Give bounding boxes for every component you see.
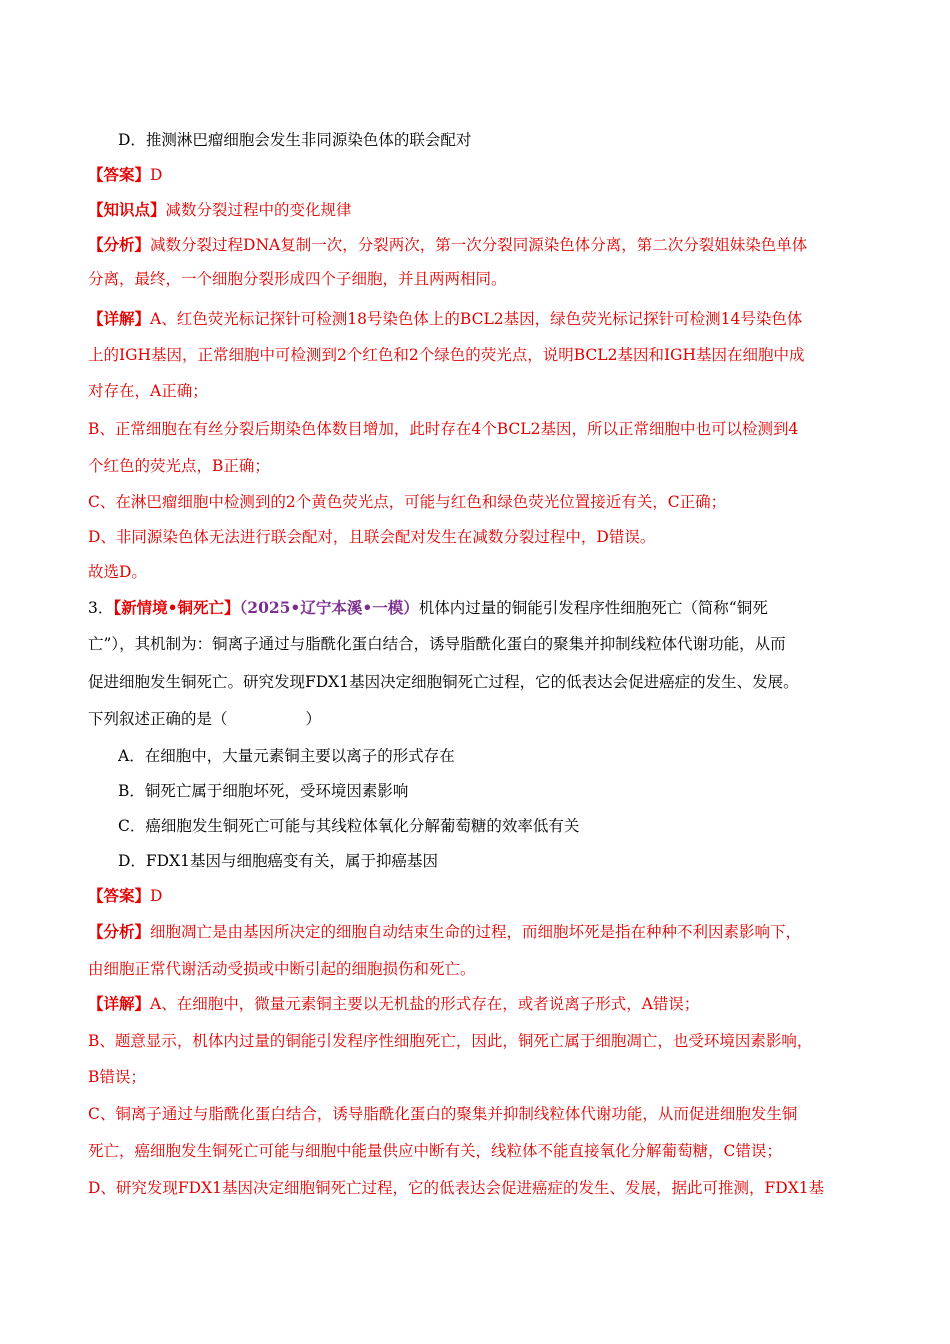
q3-option-c: C．癌细胞发生铜死亡可能与其线粒体氧化分解葡萄糖的效率低有关: [118, 817, 580, 835]
q3-question-prefix: 下列叙述正确的是（: [88, 710, 228, 728]
prev-detail-line-5: 个红色的荧光点，B正确；: [88, 457, 270, 475]
q3-stem-line-2: 亡”），其机制为：铜离子通过与脂酰化蛋白结合，诱导脂酰化蛋白的聚集并抑制线粒体代谢功能，从而: [88, 635, 786, 653]
q3-detail-line-1: [88, 993, 868, 1015]
analysis-text: 细胞凋亡是由基因所决定的细胞自动结束生命的过程，而细胞坏死是指在种种不利因素影响下，: [150, 923, 802, 941]
q3-analysis-line-2: 由细胞正常代谢活动受损或中断引起的细胞损伤和死亡。: [88, 960, 476, 978]
detail-text: A、红色荧光标记探针可检测18号染色体上的BCL2基因，绿色荧光标记探针可检测14号染色体: [150, 310, 803, 328]
prev-analysis-line-2: 分离，最终，一个细胞分裂形成四个子细胞，并且两两相同。: [88, 270, 507, 288]
q3-answer: [88, 885, 868, 907]
q3-detail-line-2: B、题意显示，机体内过量的铜能引发程序性细胞死亡，因此，铜死亡属于细胞凋亡，也受环境因素影响，: [88, 1032, 813, 1050]
q3-number: 3．: [88, 599, 114, 617]
prev-detail-line-3: 对存在，A正确；: [88, 382, 208, 400]
analysis-text: 减数分裂过程DNA复制一次，分裂两次，第一次分裂同源染色体分离，第二次分裂姐妹染色单体: [150, 236, 808, 254]
prev-knowledge: [88, 199, 868, 221]
answer-tag: 【答案】: [88, 165, 151, 184]
prev-detail-line-6: C、在淋巴瘤细胞中检测到的2个黄色荧光点，可能与红色和绿色荧光位置接近有关，C正确；: [88, 493, 727, 511]
q3-detail-line-5: 死亡，癌细胞发生铜死亡可能与细胞中能量供应中断有关，线粒体不能直接氧化分解葡萄糖，C错误；: [88, 1142, 782, 1160]
detail-text: A、在细胞中，微量元素铜主要以无机盐的形式存在，或者说离子形式，A错误；: [150, 995, 700, 1013]
analysis-tag: 【分析】: [88, 235, 151, 254]
q3-option-b: B．铜死亡属于细胞坏死，受环境因素影响: [118, 782, 409, 800]
q3-analysis-line-1: [88, 921, 868, 943]
answer-tag: 【答案】: [88, 886, 151, 905]
prev-answer: [88, 164, 868, 186]
prev-detail-line-1: [88, 308, 868, 330]
q3-detail-line-6: D、研究发现FDX1基因决定细胞铜死亡过程，它的低表达会促进癌症的发生、发展，据此可推测，FDX1基: [88, 1179, 825, 1197]
prev-detail-line-2: 上的IGH基因，正常细胞中可检测到2个红色和2个绿色的荧光点，说明BCL2基因和IGH基因在细胞中成: [88, 346, 805, 364]
q3-question-suffix: ）: [305, 710, 322, 728]
q3-stem-line-4: [88, 708, 868, 730]
q3-stem-text: 机体内过量的铜能引发程序性细胞死亡（简称“铜死: [418, 599, 768, 617]
detail-tag: 【详解】: [88, 994, 151, 1013]
prev-conclusion: 故选D。: [88, 563, 147, 581]
detail-tag: 【详解】: [88, 309, 151, 328]
q3-detail-line-3: B错误；: [88, 1068, 146, 1086]
prev-option-d: D．推测淋巴瘤细胞会发生非同源染色体的联会配对: [118, 131, 472, 149]
q3-detail-line-4: C、铜离子通过与脂酰化蛋白结合，诱导脂酰化蛋白的聚集并抑制线粒体代谢功能，从而促进细胞发生铜: [88, 1105, 798, 1123]
q3-source: （2025•辽宁本溪•一模）: [239, 598, 419, 617]
q3-option-d: D．FDX1基因与细胞癌变有关，属于抑癌基因: [118, 852, 439, 870]
prev-detail-line-7: D、非同源染色体无法进行联会配对，且联会配对发生在减数分裂过程中，D错误。: [88, 528, 656, 546]
q3-stem-line-1: [88, 597, 868, 619]
q3-stem-line-3: 促进细胞发生铜死亡。研究发现FDX1基因决定细胞铜死亡过程，它的低表达会促进癌症的发生、发展。: [88, 673, 799, 691]
analysis-tag: 【分析】: [88, 922, 151, 941]
q3-option-a: A．在细胞中，大量元素铜主要以离子的形式存在: [118, 747, 455, 765]
prev-analysis-line-1: [88, 234, 868, 256]
knowledge-tag: 【知识点】: [88, 200, 166, 219]
prev-detail-line-4: B、正常细胞在有丝分裂后期染色体数目增加，此时存在4个BCL2基因，所以正常细胞中也可以检测到4: [88, 420, 799, 438]
q3-tag: 【新情境•铜死亡】: [113, 598, 240, 617]
knowledge-text: 减数分裂过程中的变化规律: [165, 201, 352, 219]
answer-value: D: [150, 887, 163, 905]
answer-value: D: [150, 166, 163, 184]
